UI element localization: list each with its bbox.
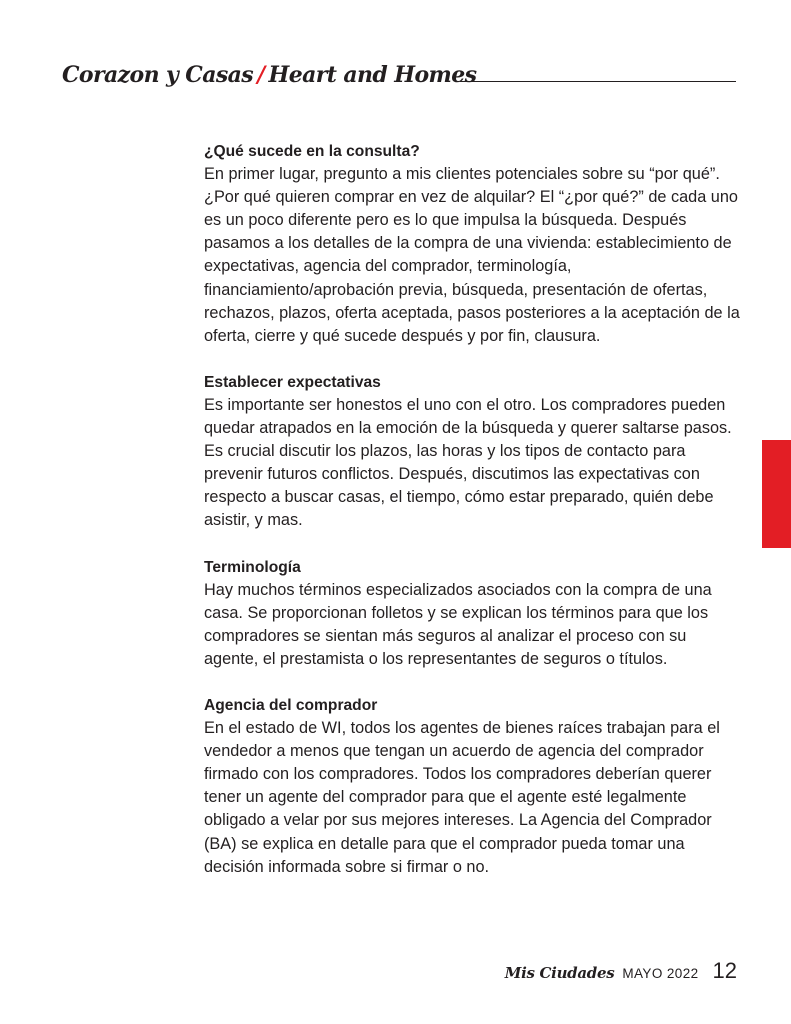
section-heading: Agencia del comprador	[204, 696, 378, 714]
section-paragraph: En el estado de WI, todos los agentes de bienes raíces trabajan para el vendedor a menos que tengan un acuerdo de agencia del comprador firmado con los compradores. Todos los compradores deberían querer tener un agente del comprador para que el agente esté legalmente obligado a velar por sus mejores intereses. La Agencia del Comprador (BA) se explica en detalle para que el comprador pueda tomar una decisión informada sobre si firmar o no.	[204, 719, 720, 876]
section-heading: ¿Qué sucede en la consulta?	[204, 143, 420, 160]
section-title	[62, 60, 476, 96]
section-terminology	[204, 556, 744, 671]
section-paragraph: Hay muchos términos especializados asociados con la compra de una casa. Se proporcionan folletos y se explican los términos para que los compradores se sientan más seguros al analizar el proceso con su agente, el prestamista o los representantes de seguros o títulos.	[204, 580, 712, 668]
section-title-spanish: Corazon y Casas	[62, 62, 254, 88]
title-separator: /	[257, 62, 265, 88]
section-expectations	[204, 371, 744, 533]
section-heading: Establecer expectativas	[204, 373, 381, 391]
page-number: 12	[712, 958, 737, 983]
section-paragraph: Es importante ser honestos el uno con el otro. Los compradores pueden quedar atrapados en la emoción de la búsqueda y querer saltarse pasos. Es crucial discutir los plazos, las horas y los tipos de contacto para prevenir futuros conflictos. Después, discutimos las expectativas con respecto a buscar casas, el tiempo, cómo estar preparado, quién debe asistir, y mas.	[204, 395, 732, 530]
section-title-english: Heart and Homes	[268, 62, 477, 88]
issue-date: MAYO 2022	[622, 966, 699, 981]
page-footer	[505, 958, 737, 986]
magazine-name: Mis Ciudades	[504, 964, 615, 982]
section-heading: Terminología	[204, 558, 301, 576]
header-rule	[460, 81, 736, 82]
red-side-tab	[762, 440, 791, 548]
article-body	[204, 140, 744, 902]
section-consultation	[204, 140, 744, 348]
section-paragraph: En primer lugar, pregunto a mis clientes potenciales sobre su “por qué”. ¿Por qué quieren comprar en vez de alquilar? El “¿por qué?” de cada uno es un poco diferente pero es lo que impulsa la búsqueda. Después pasamos a los detalles de la compra de una vivienda: establecimiento de expectativas, agencia del comprador, terminología, financiamiento/aprobación previa, búsqueda, presentación de ofertas, rechazos, plazos, oferta aceptada, pasos posteriores a la aceptación de la oferta, cierre y qué sucede después y por fin, clausura.	[204, 165, 740, 345]
section-buyer-agency	[204, 694, 744, 879]
